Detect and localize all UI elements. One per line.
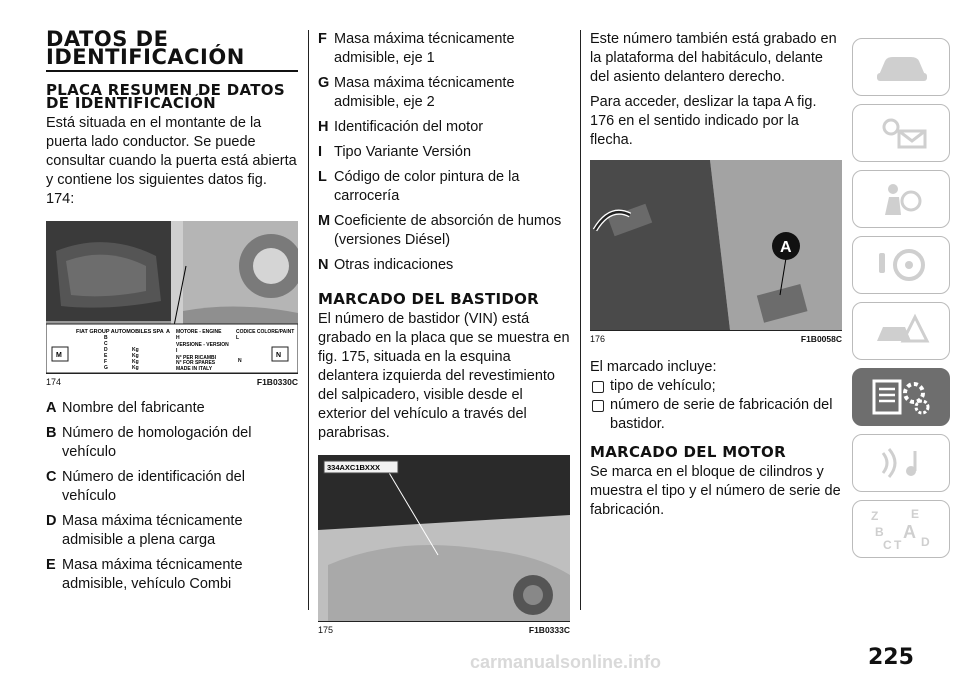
figure-number: 175	[318, 625, 334, 635]
list-item: A Nombre del fabricante	[46, 400, 205, 416]
svg-text:A: A	[903, 522, 916, 542]
column-3	[590, 30, 842, 520]
svg-text:T: T	[894, 538, 902, 552]
steering-wheel-icon	[871, 245, 931, 285]
bullet-item: tipo de vehículo;	[590, 377, 842, 396]
svg-text:Z: Z	[871, 509, 879, 523]
paragraph-1: Este número también está grabado en la plataforma del habitáculo, delante del asiento delantero derecho.	[590, 31, 837, 85]
checkbox-bullet-icon	[592, 381, 604, 393]
page-number: 225	[868, 645, 914, 670]
list-item: N Otras indicaciones	[318, 257, 454, 273]
paragraph-2: Para acceder, deslizar la tapa A fig. 176 en el sentido indicado por la flecha.	[590, 94, 817, 148]
chapter-sidebar	[852, 38, 950, 566]
list-item: E Masa máxima técnicamente admisible, vehículo Combi	[46, 557, 243, 592]
watermark: carmanualsonline.info	[470, 652, 662, 672]
figure-code: F1B0330C	[256, 377, 298, 387]
column-2	[318, 30, 570, 635]
floor-cover-illustration	[590, 160, 842, 330]
safety-airbag-icon	[871, 179, 931, 219]
tab-warning-lights[interactable]	[852, 104, 950, 162]
list-item: M Coeficiente de absorción de humos (versiones Diésel)	[318, 213, 562, 248]
column-divider	[580, 30, 581, 610]
multimedia-icon	[871, 443, 931, 483]
list-item: H Identificación del motor	[318, 119, 484, 135]
figure-175	[318, 455, 570, 635]
svg-text:B: B	[104, 335, 108, 341]
svg-text:Kg: Kg	[132, 359, 139, 365]
bastidor-text: El número de bastidor (VIN) está grabado en la placa que se muestra en fig. 175, situada en la esquina delantera izquierda del revestimiento del salpicadero, visible desde el exterior del vehículo a través del parabrisas.	[318, 311, 570, 441]
tab-multimedia[interactable]	[852, 434, 950, 492]
vin-plate-text: 334AXC1BXXX	[327, 463, 380, 472]
bullet-item: número de serie de fabricación del bastidor.	[590, 396, 842, 434]
svg-text:D: D	[921, 535, 930, 549]
list-item: G Masa máxima técnicamente admisible, eje 2	[318, 75, 515, 110]
figure-code: F1B0333C	[528, 625, 570, 635]
list-item: F Masa máxima técnicamente admisible, eje 1	[318, 31, 515, 66]
svg-text:N° PER RICAMBI: N° PER RICAMBI	[176, 355, 217, 361]
warning-lights-icon	[871, 113, 931, 153]
tab-safety[interactable]	[852, 170, 950, 228]
list-item: D Masa máxima técnicamente admisible a plena carga	[46, 513, 243, 548]
svg-text:Kg: Kg	[132, 365, 139, 371]
figure-174	[46, 221, 298, 387]
svg-text:Kg: Kg	[132, 353, 139, 359]
svg-text:F: F	[104, 359, 108, 365]
figure-175-caption	[318, 621, 570, 635]
items-list-1	[46, 399, 298, 594]
svg-text:MADE IN ITALY: MADE IN ITALY	[176, 366, 213, 372]
figure-176	[590, 160, 842, 344]
figure-175-image	[318, 455, 570, 621]
list-item: L Código de color pintura de la carrocería	[318, 169, 520, 204]
figure-176-caption	[590, 330, 842, 344]
motor-text: Se marca en el bloque de cilindros y muestra el tipo y el número de serie de fabricación.	[590, 464, 841, 518]
subtitle: PLACA RESUMEN DE DATOS DE IDENTIFICACIÓN	[46, 81, 285, 112]
svg-text:MOTORE - ENGINE: MOTORE - ENGINE	[176, 329, 222, 335]
tab-starting-driving[interactable]	[852, 236, 950, 294]
svg-text:CODICE COLORE/PAINT: CODICE COLORE/PAINT	[236, 329, 295, 335]
callout-a: A	[780, 239, 792, 256]
car-door-pillar-illustration	[46, 221, 298, 373]
svg-text:E: E	[911, 507, 920, 521]
main-title: DATOS DE IDENTIFICACIÓN	[46, 27, 245, 69]
figure-number: 176	[590, 334, 606, 344]
list-item: I Tipo Variante Versión	[318, 144, 472, 160]
figure-174-image	[46, 221, 298, 373]
svg-text:I: I	[176, 348, 178, 354]
svg-text:A: A	[166, 329, 170, 335]
figure-176-image	[590, 160, 842, 330]
svg-text:G: G	[104, 365, 108, 371]
car-dashboard-icon	[871, 47, 931, 87]
svg-text:N: N	[238, 358, 242, 364]
checkbox-bullet-icon	[592, 400, 604, 412]
svg-text:VERSIONE - VERSION: VERSIONE - VERSION	[176, 342, 229, 348]
svg-text:N: N	[276, 352, 282, 359]
plate-company: FIAT GROUP AUTOMOBILES SPA	[76, 329, 164, 335]
emergency-car-icon	[871, 311, 931, 351]
svg-text:L: L	[236, 335, 240, 341]
title-rule	[46, 70, 298, 72]
svg-text:E: E	[104, 353, 108, 359]
includes-text: El marcado incluye:	[590, 359, 717, 375]
figure-174-caption	[46, 373, 298, 387]
figure-number: 174	[46, 377, 62, 387]
svg-text:C: C	[104, 341, 108, 347]
section-title-motor: MARCADO DEL MOTOR	[590, 443, 786, 461]
items-list-2	[318, 30, 570, 275]
tab-emergency[interactable]	[852, 302, 950, 360]
list-item: B Número de homologación del vehículo	[46, 425, 252, 460]
svg-text:Kg: Kg	[132, 347, 139, 353]
technical-data-icon	[866, 375, 936, 419]
svg-text:C: C	[883, 538, 892, 552]
tab-dashboard[interactable]	[852, 38, 950, 96]
svg-text:B: B	[875, 525, 884, 539]
figure-code: F1B0058C	[800, 334, 842, 344]
index-letters-icon	[861, 506, 941, 552]
svg-text:M: M	[56, 352, 62, 359]
svg-text:N° FOR SPARES: N° FOR SPARES	[176, 360, 216, 366]
car-windshield-vin-illustration	[318, 455, 570, 621]
section-title-bastidor: MARCADO DEL BASTIDOR	[318, 290, 540, 308]
svg-text:H: H	[176, 335, 180, 341]
svg-text:D: D	[104, 347, 108, 353]
column-divider	[308, 30, 309, 610]
tab-technical-data[interactable]	[852, 368, 950, 426]
column-1	[46, 27, 298, 600]
intro-text: Está situada en el montante de la puerta lado conductor. Se puede consultar cuando la puerta está abierta y contiene los siguientes datos fig. 174:	[46, 115, 297, 207]
tab-index[interactable]	[852, 500, 950, 558]
list-item: C Número de identificación del vehículo	[46, 469, 245, 504]
